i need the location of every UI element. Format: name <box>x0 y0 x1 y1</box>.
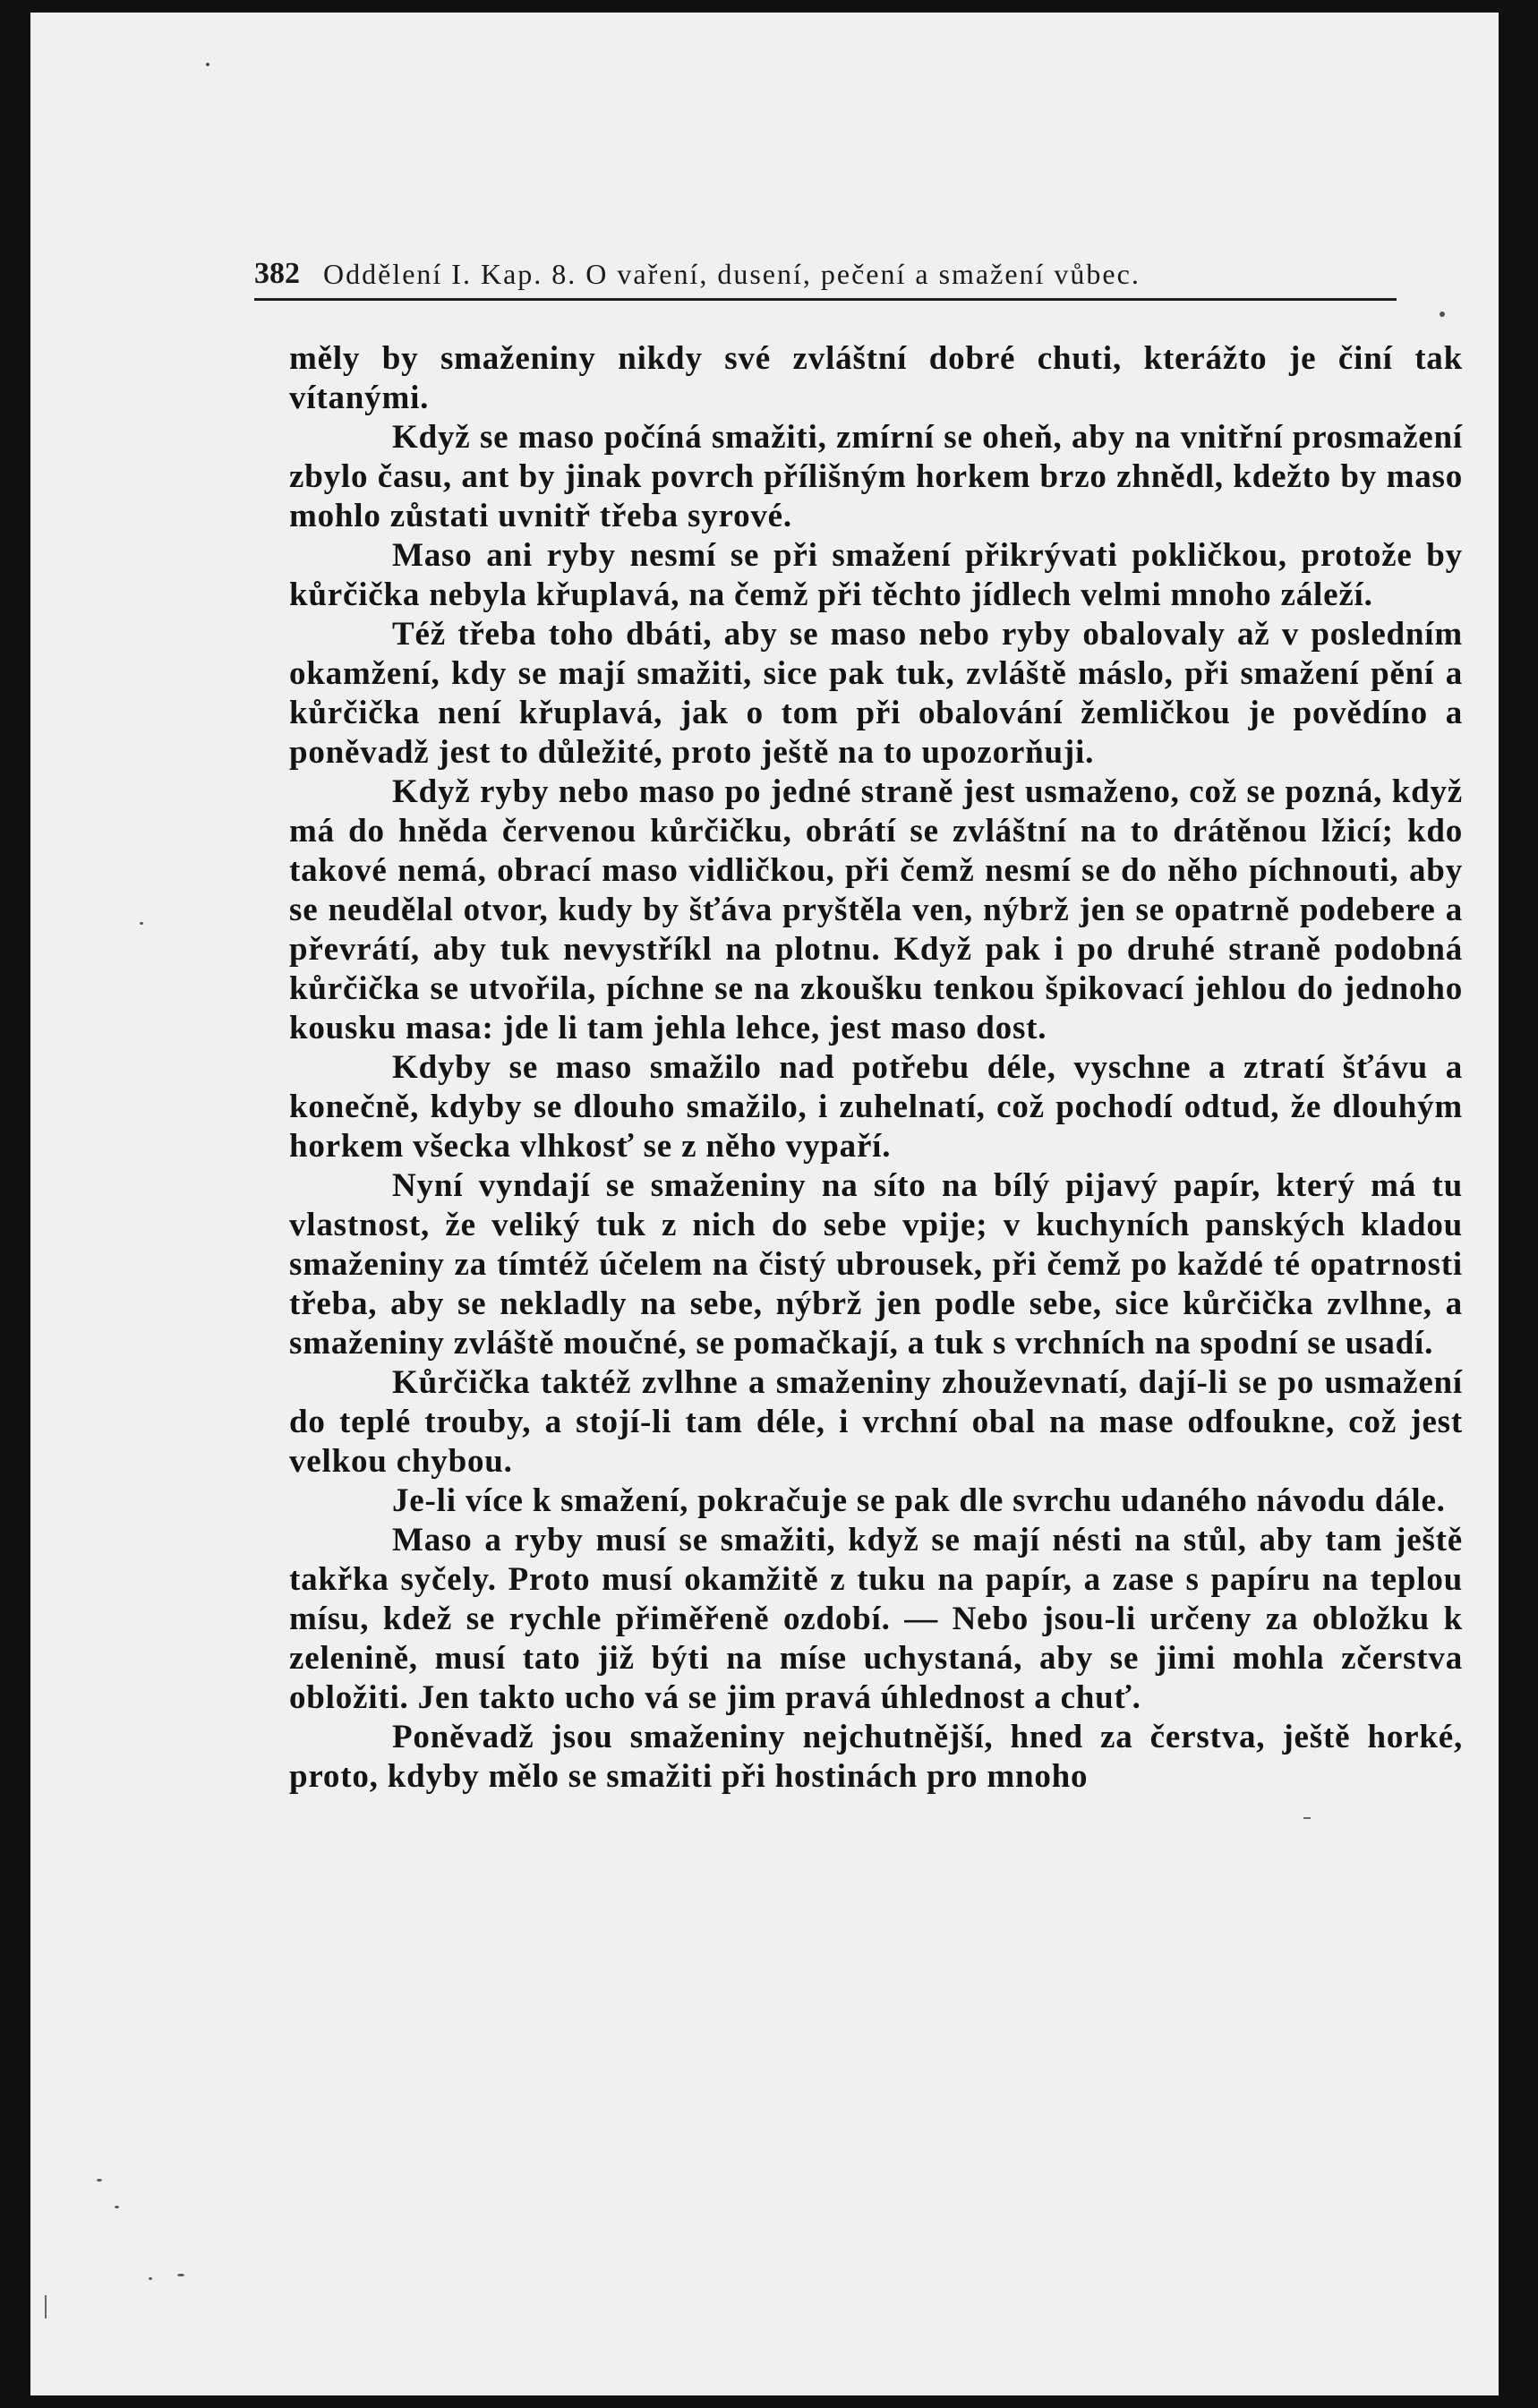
page-number: 382 <box>254 257 300 290</box>
paragraph: Je-li více k smažení, pokračuje se pak dle svrchu udaného návodu dále. <box>392 1482 1446 1519</box>
paragraph: Též třeba toho dbáti, aby se maso nebo ryby obalovaly až v posledním okamžení, kdy se mají smažiti, sice pak tuk, zvláště máslo, při smažení pění a kůrčička není křuplavá, jak o tom při obalování žemličkou je povědíno a poněvadž jest to důležité, proto ještě na to upozorňuji. <box>289 616 1463 771</box>
running-title: Oddělení I. Kap. 8. O vaření, dusení, pečení a smažení vůbec. <box>323 258 1141 290</box>
page-body <box>289 339 1463 1797</box>
paragraph: Poněvadž jsou smaženiny nejchutnější, hned za čerstva, ještě horké, proto, kdyby mělo se smažiti při hostinách pro mnoho <box>289 1719 1463 1795</box>
scan-speck <box>97 2179 102 2182</box>
paragraph: Když ryby nebo maso po jedné straně jest usmaženo, což se pozná, když má do hněda červenou kůrčičku, obrátí se zvláštní na to drátěnou lžicí; kdo takové nemá, obrací maso vidličkou, při čemž nesmí se do něho píchnouti, aby se neudělal otvor, kudy by šťáva pryštěla ven, nýbrž jen se opatrně podebere a převrátí, aby tuk nevystříkl na plotnu. Když pak i po druhé straně podobná kůrčička se utvořila, píchne se na zkoušku tenkou špikovací jehlou do jednoho kousku masa: jde li tam jehla lehce, jest maso dost. <box>289 773 1463 1046</box>
running-header <box>254 251 1397 301</box>
paragraph: Kdyby se maso smažilo nad potřebu déle, vyschne a ztratí šťávu a konečně, kdyby se dlouho smažilo, i zuhelnatí, což pochodí odtud, že dlouhým horkem všecka vlhkosť se z něho vypaří. <box>289 1049 1463 1165</box>
paragraph: Maso ani ryby nesmí se při smažení přikrývati pokličkou, protože by kůrčička nebyla křuplavá, na čemž při těchto jídlech velmi mnoho záleží. <box>289 537 1463 613</box>
book-page <box>30 13 1499 2395</box>
scan-speck <box>149 2277 152 2280</box>
scan-speck <box>115 2206 119 2208</box>
paragraph: měly by smaženiny nikdy své zvláštní dobré chuti, kterážto je činí tak vítanými. <box>289 340 1463 416</box>
scan-speck <box>1440 312 1445 317</box>
scan-speck <box>177 2274 184 2276</box>
paragraph: Nyní vyndají se smaženiny na síto na bílý pijavý papír, který má tu vlastnost, že veliký tuk z nich do sebe vpije; v kuchyních panských kladou smaženiny za tímtéž účelem na čistý ubrousek, při čemž po každé té opatrnosti třeba, aby se nekladly na sebe, nýbrž jen podle sebe, sice kůrčička zvlhne, a smaženiny zvláště moučné, se pomačkají, a tuk s vrchních na spodní se usadí. <box>289 1167 1463 1362</box>
paragraph: Kůrčička taktéž zvlhne a smaženiny zhouževnatí, dají-li se po usmažení do teplé trouby, a stojí-li tam déle, i vrchní obal na mase odfoukne, což jest velkou chybou. <box>289 1364 1463 1480</box>
scan-speck <box>206 63 209 66</box>
paragraph: Když se maso počíná smažiti, zmírní se oheň, aby na vnitřní prosmažení zbylo času, ant by jinak povrch přílišným horkem brzo zhnědl, kdežto by maso mohlo zůstati uvnitř třeba syrové. <box>289 419 1463 534</box>
scan-speck <box>140 922 143 925</box>
scan-edge-mark <box>1303 1817 1311 1819</box>
scan-edge-mark <box>45 2295 47 2318</box>
paragraph: Maso a ryby musí se smažiti, když se mají nésti na stůl, aby tam ještě takřka syčely. Proto musí okamžitě z tuku na papír, a zase s papíru na teplou mísu, kdež se rychle přiměřeně ozdobí. — Nebo jsou-li určeny za obložku k zelenině, musí tato již býti na míse uchystaná, aby se jimi mohla zčerstva obložiti. Jen takto ucho vá se jim pravá úhlednost a chuť. <box>289 1522 1463 1716</box>
